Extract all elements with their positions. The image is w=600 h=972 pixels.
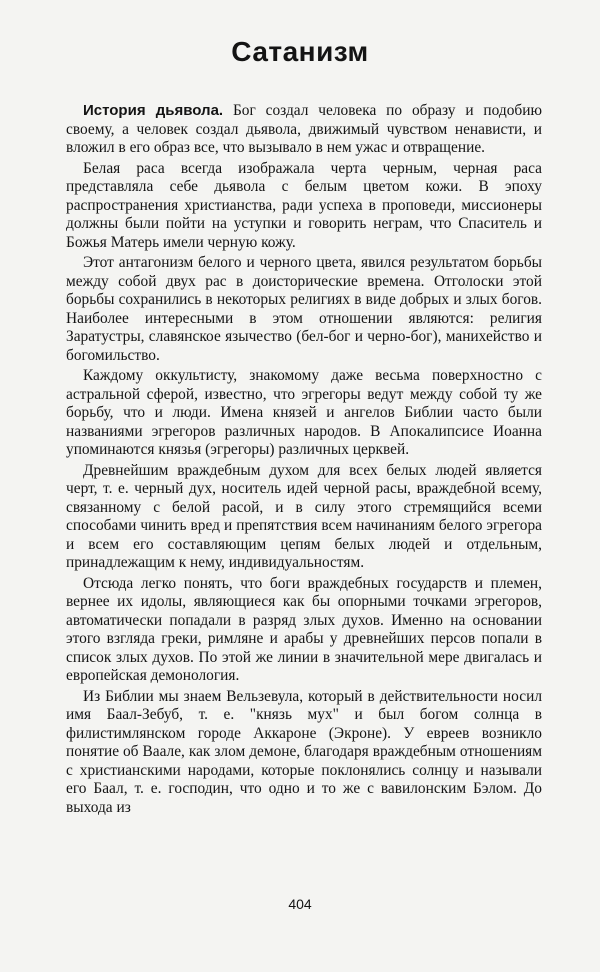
page-title: Сатанизм (231, 36, 369, 67)
page-number: 404 (288, 896, 312, 912)
paragraph-4: Каждому оккультисту, знакомому даже весьма поверхностно с астральной сферой, известно, что эгрегоры ведут между собой ту же борьбу, что и люди. Имена князей и ангелов Библии часто были названиями эгрегоров различных народов. В Апокалипсисе Иоанна упоминаются князья (эгрегоры) различных церквей. (66, 367, 542, 458)
paragraph-7: Из Библии мы знаем Вельзевула, который в действительности носил имя Баал-Зебуб, т. е. "князь мух" и был богом солнца в филистимлянском городе Аккароне (Экроне). У евреев возникло понятие об Ваале, как злом демоне, благодаря враждебным отношениям с христианскими народами, которые поклонялись солнцу и называли его Баал, т. е. господин, что одно и то же с вавилонским Бэлом. До выхода из (66, 687, 542, 816)
paragraph-2: Белая раса всегда изображала черта черным, черная раса представляла себе дьявола с белым цветом кожи. В эпоху распространения христианства, ради успеха в проповеди, миссионеры должны были пойти на уступки и говорить неграм, что Спаситель и Божья Матерь имели черную кожу. (66, 159, 542, 251)
article-body (66, 102, 542, 819)
section-heading: История дьявола. (83, 102, 224, 119)
paragraph-1-text: Бог создал человека по образу и подобию своему, а человек создал дьявола, движимый чувством ненависти, и вложил в его образ все, что вызывало в нем ужас и отвращение. (66, 102, 542, 156)
paragraph-6: Отсюда легко понять, что боги враждебных государств и племен, вернее их идолы, являющиеся как бы опорными точками эгрегоров, автоматически попадали в разряд злых духов. Именно на основании этого взгляда греки, римляне и арабы у древнейших персов попали в список злых духов. По этой же линии в значительной мере двигалась и европейская демонология. (66, 574, 542, 684)
paragraph-3: Этот антагонизм белого и черного цвета, явился результатом борьбы между собой двух рас в доисторические времена. Отголоски этой борьбы сохранились в некоторых религиях в виде добрых и злых богов. Наиболее интересными в этом отношении являются: религия Заратустры, славянское язычество (бел-бог и черно-бог), манихейство и богомильство. (66, 254, 542, 364)
paragraph-1 (66, 102, 542, 158)
paragraph-5: Древнейшим враждебным духом для всех белых людей является черт, т. е. черный дух, носитель идей черной расы, враждебной всему, связанному с белой расой, и в силу этого стремящийся всеми способами чинить вред и препятствия всем начинаниям белого эгрегора и всем его составляющим цепям белых людей и отдельным, принадлежащим к нему, индивидуальностям. (66, 461, 542, 571)
